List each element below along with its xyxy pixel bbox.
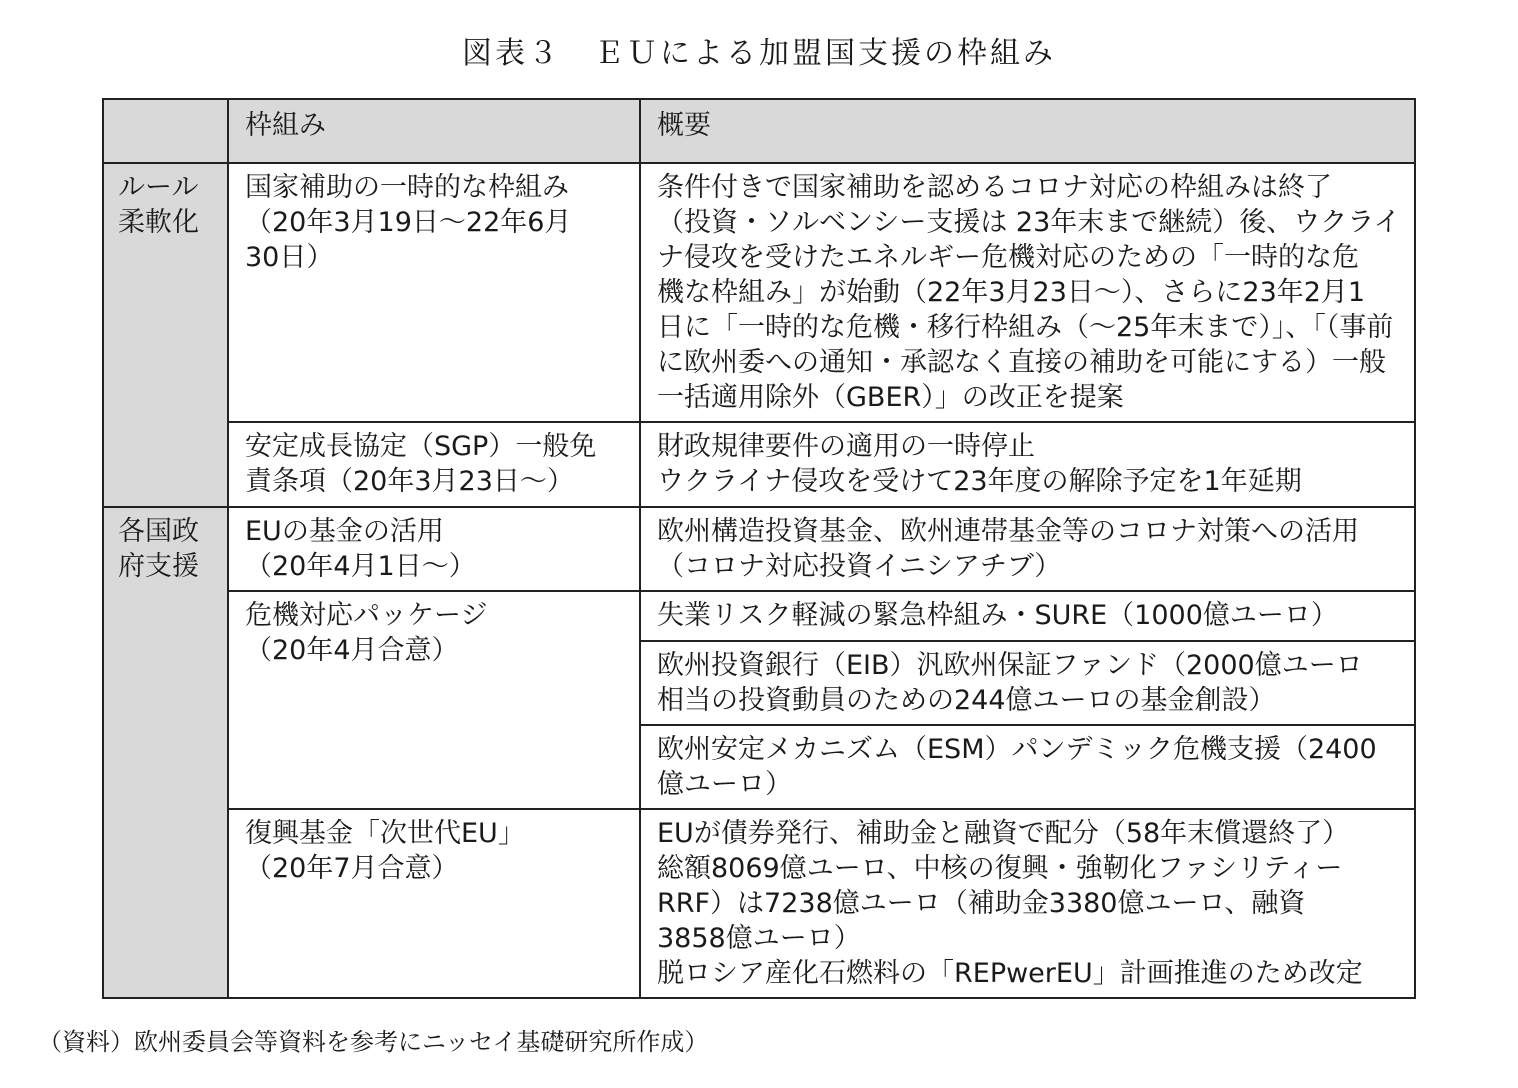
summary-cell <box>640 163 1415 422</box>
framework-text: 責条項（20年3月23日～） <box>245 466 574 497</box>
framework-cell <box>228 507 640 591</box>
summary-cell <box>640 591 1415 641</box>
page-title: 図表３ ＥＵによる加盟国支援の枠組み <box>462 36 1056 71</box>
summary-text: ナ侵攻を受けたエネルギー危機対応のための「一時的な危 <box>657 242 1359 273</box>
summary-text: EUが債券発行、補助金と融資で配分（58年末償還終了） <box>657 818 1350 849</box>
summary-cell <box>640 641 1415 725</box>
category-label: 府支援 <box>118 551 199 582</box>
category-label: ルール <box>118 172 199 203</box>
summary-cell <box>640 422 1415 507</box>
framework-text: EUの基金の活用 <box>245 516 444 547</box>
framework-text: 30日） <box>245 242 334 273</box>
table-row <box>103 163 1415 422</box>
framework-text: （20年7月合意） <box>245 853 459 884</box>
framework-text: （20年4月1日～） <box>245 551 476 582</box>
summary-text: ウクライナ侵攻を受けて23年度の解除予定を1年延期 <box>657 466 1302 497</box>
source-note: （資料）欧州委員会等資料を参考にニッセイ基礎研究所作成） <box>38 1028 709 1056</box>
framework-text: （20年4月合意） <box>245 635 459 666</box>
category-member-state-support <box>103 507 228 998</box>
category-rule-flexibility <box>103 163 228 507</box>
category-label: 各国政 <box>118 516 199 547</box>
header-framework: 枠組み <box>228 99 640 163</box>
summary-text: 相当の投資動員のための244億ユーロの基金創設） <box>657 685 1276 716</box>
summary-text: 財政規律要件の適用の一時停止 <box>657 431 1035 462</box>
summary-text: 3858億ユーロ） <box>657 923 861 954</box>
framework-text: 国家補助の一時的な枠組み <box>245 172 569 203</box>
summary-text: RRF）は7238億ユーロ（補助金3380億ユーロ、融資 <box>657 888 1306 919</box>
framework-text: 安定成長協定（SGP）一般免 <box>245 431 597 462</box>
summary-text: 脱ロシア産化石燃料の「REPwerEU」計画推進のため改定 <box>657 958 1363 989</box>
table-row <box>103 809 1415 998</box>
summary-cell <box>640 725 1415 809</box>
summary-text: 総額8069億ユーロ、中核の復興・強靭化ファシリティー <box>657 853 1343 884</box>
framework-table <box>102 98 1416 999</box>
summary-cell <box>640 809 1415 998</box>
summary-text: に欧州委への通知・承認なく直接の補助を可能にする）一般 <box>657 347 1386 378</box>
category-label: 柔軟化 <box>118 207 199 238</box>
framework-cell <box>228 591 640 809</box>
header-summary: 概要 <box>640 99 1415 163</box>
framework-text: （20年3月19日～22年6月 <box>245 207 572 238</box>
summary-text: 億ユーロ） <box>657 769 792 800</box>
summary-text: 失業リスク軽減の緊急枠組み・SURE（1000億ユーロ） <box>657 600 1338 631</box>
summary-cell <box>640 507 1415 591</box>
summary-text: 一括適用除外（GBER）」の改正を提案 <box>657 382 1124 413</box>
table-header-row <box>103 99 1415 163</box>
framework-cell <box>228 809 640 998</box>
summary-text: 日に「一時的な危機・移行枠組み（～25年末まで）」、「（事前 <box>657 312 1394 343</box>
summary-text: （コロナ対応投資イニシアチブ） <box>657 551 1062 582</box>
framework-cell <box>228 163 640 422</box>
framework-cell <box>228 422 640 507</box>
summary-text: 欧州投資銀行（EIB）汎欧州保証ファンド（2000億ユーロ <box>657 650 1363 681</box>
framework-text: 復興基金「次世代EU」 <box>245 818 525 849</box>
table-row <box>103 591 1415 641</box>
table-row <box>103 422 1415 507</box>
summary-text: 条件付きで国家補助を認めるコロナ対応の枠組みは終了 <box>657 172 1332 203</box>
summary-text: 機な枠組み」が始動（22年3月23日～）、さらに23年2月1 <box>657 277 1366 308</box>
summary-text: 欧州安定メカニズム（ESM）パンデミック危機支援（2400 <box>657 734 1377 765</box>
table-row <box>103 507 1415 591</box>
summary-text: 欧州構造投資基金、欧州連帯基金等のコロナ対策への活用 <box>657 516 1359 547</box>
header-blank-cell <box>103 99 228 163</box>
framework-text: 危機対応パッケージ <box>245 600 488 631</box>
summary-text: （投資・ソルベンシー支援は 23年末まで継続）後、ウクライ <box>657 207 1401 238</box>
